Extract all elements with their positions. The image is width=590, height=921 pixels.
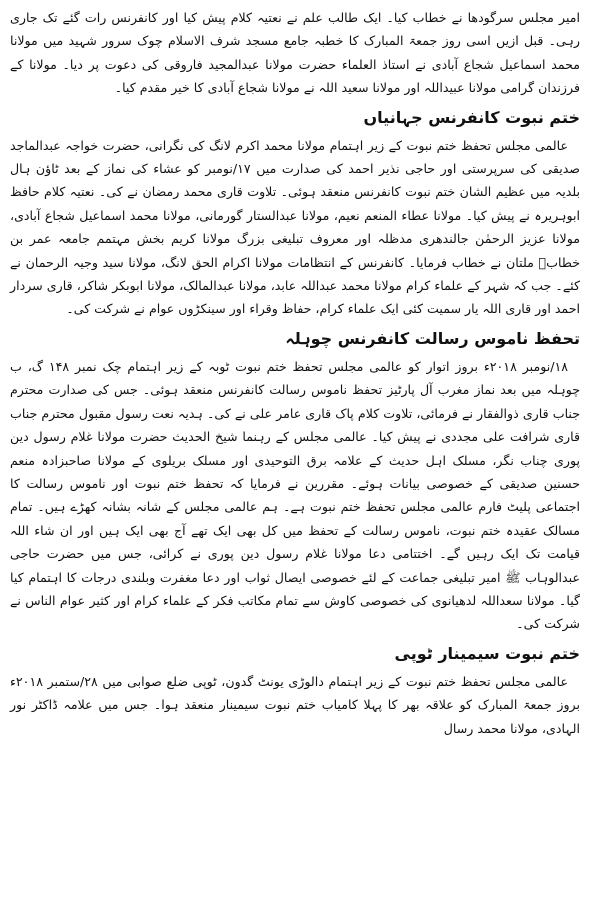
section-topi — [10, 642, 580, 740]
section-heading: ختم نبوت سیمینار ٹوپی — [394, 643, 580, 663]
article-paragraph: ۱۸/نومبر ۲۰۱۸ء بروز اتوار کو عالمی مجلس تحفظ ختم نبوت ٹوبہ کے زیر اہتمام چک نمبر ۱۴۸ گ، ب چوہلہ میں بعد نماز مغرب آل پارٹیز تحفظ ناموس رسالت کانفرنس منعقد ہوئی۔ جس کی صدارت محترم جناب قاری ذوالفقار نے فرمائی، تلاوت کلام پاک قاری عامر علی نے کی۔ ہدیہ نعت رسول مقبول محترم جناب قاری شرافت علی مجددی نے پیش کیا۔ عالمی مجلس کے رہنما شیخ الحدیث حضرت مولانا غلام رسول دین پوری چناب نگر، مسلک اہل حدیث کے علامہ برق التوحیدی اور مسلک بریلوی کے مولانا صاحبزادہ منعم حسنین صدیقی کے خصوصی بیانات ہوئے۔ مقررین نے فرمایا کہ تحفظ ختم نبوت اور ناموس رسالت کا اجتماعی پلیٹ فارم عالمی مجلس تحفظ ختم نبوت ہے۔ ہم عالمی مجلس کے شانہ بشانہ کھڑے ہیں۔ تمام مسالک عقیدہ ختم نبوت، ناموس رسالت کے تحفظ میں کل بھی ایک تھے آج بھی ایک ہیں اور ان شاء اللہ قیامت تک ایک رہیں گے۔ اختتامی دعا مولانا غلام رسول دین پوری نے کرائی، جس میں حضرت حاجی عبدالوہاب ﷺ امیر تبلیغی جماعت کے لئے خصوصی ایصال ثواب اور دعا مغفرت وبلندی درجات کا اہتمام کیا گیا۔ مولانا سعداللہ لدھیانوی کی خصوصی کاوش سے تمام مکاتب فکر کے علماء کرام اور کثیر عوام الناس نے شرکت کی۔ — [10, 358, 580, 632]
article-paragraph: عالمی مجلس تحفظ ختم نبوت کے زیر اہتمام دالوڑی یونٹ گدون، ٹوپی ضلع صوابی میں ۲۸/ستمبر ۲۰۱۸ء بروز جمعۃ المبارک کو علاقہ بھر کا پہلا کامیاب ختم نبوت سیمینار منعقد ہوا۔ جس میں علامہ ڈاکٹر نور الہادی، مولانا محمد رسال — [10, 673, 580, 736]
section-jahanian — [10, 106, 580, 321]
section-heading: ختم نبوت کانفرنس جہانیاں — [363, 107, 580, 127]
section-chohla — [10, 327, 580, 636]
article-paragraph: عالمی مجلس تحفظ ختم نبوت کے زیر اہتمام مولانا محمد اکرم لانگ کی نگرانی، حضرت خواجہ عبدالماجد صدیقی کی سرپرستی اور حاجی نذیر احمد کی صدارت میں ۱۷/نومبر کو عشاء کی نماز کے بعد ٹاؤن ہال بلدیہ میں عظیم الشان ختم نبوت کانفرنس منعقد ہوئی۔ تلاوت قاری محمد رمضان نے کی۔ نعتیہ کلام حافظ ابوہریرہ نے پیش کیا۔ مولانا عطاء المنعم نعیم، مولانا عبدالستار گورمانی، مولانا محمد اسماعیل شجاع آبادی، مولانا عزیز الرحمٰن جالندھری مدظلہ اور معروف تبلیغی بزرگ مولانا کریم بخش مہتمم جامعہ عمر بن خطابؓ ملتان نے خطاب فرمایا۔ کانفرنس کے انتظامات مولانا اکرام الحق لانگ، مولانا سید وجیہ الرحمان نے کئے۔ جب کہ شہر کے علماء کرام مولانا محمد عبداللہ عابد، مولانا عبدالمالک، مولانا ابوبکر شاکر، قاری سردار احمد اور قاری اللہ یار سمیت کئی ایک علماء کرام، حفاظ وقراء اور سینکڑوں عوام نے شرکت کی۔ — [10, 137, 580, 317]
article-paragraph: امیر مجلس سرگودھا نے خطاب کیا۔ ایک طالب علم نے نعتیہ کلام پیش کیا اور کانفرنس رات گئے تک جاری رہی۔ قبل ازیں اسی روز جمعۃ المبارک کا خطبہ جامع مسجد شرف الاسلام چوک سرور شہید میں مولانا محمد اسماعیل شجاع آبادی نے استاذ العلماء حضرت مولانا عبدالمجید فاروقی کی دعوت پر دیا۔ مولانا کے فرزندان گرامی مولانا عبیداللہ اور مولانا سعید اللہ نے مولانا شجاع آبادی کا خیر مقدم کیا۔ — [10, 10, 580, 96]
section-heading: تحفظ ناموس رسالت کانفرنس چوہلہ — [285, 328, 580, 348]
section-intro — [10, 6, 580, 100]
